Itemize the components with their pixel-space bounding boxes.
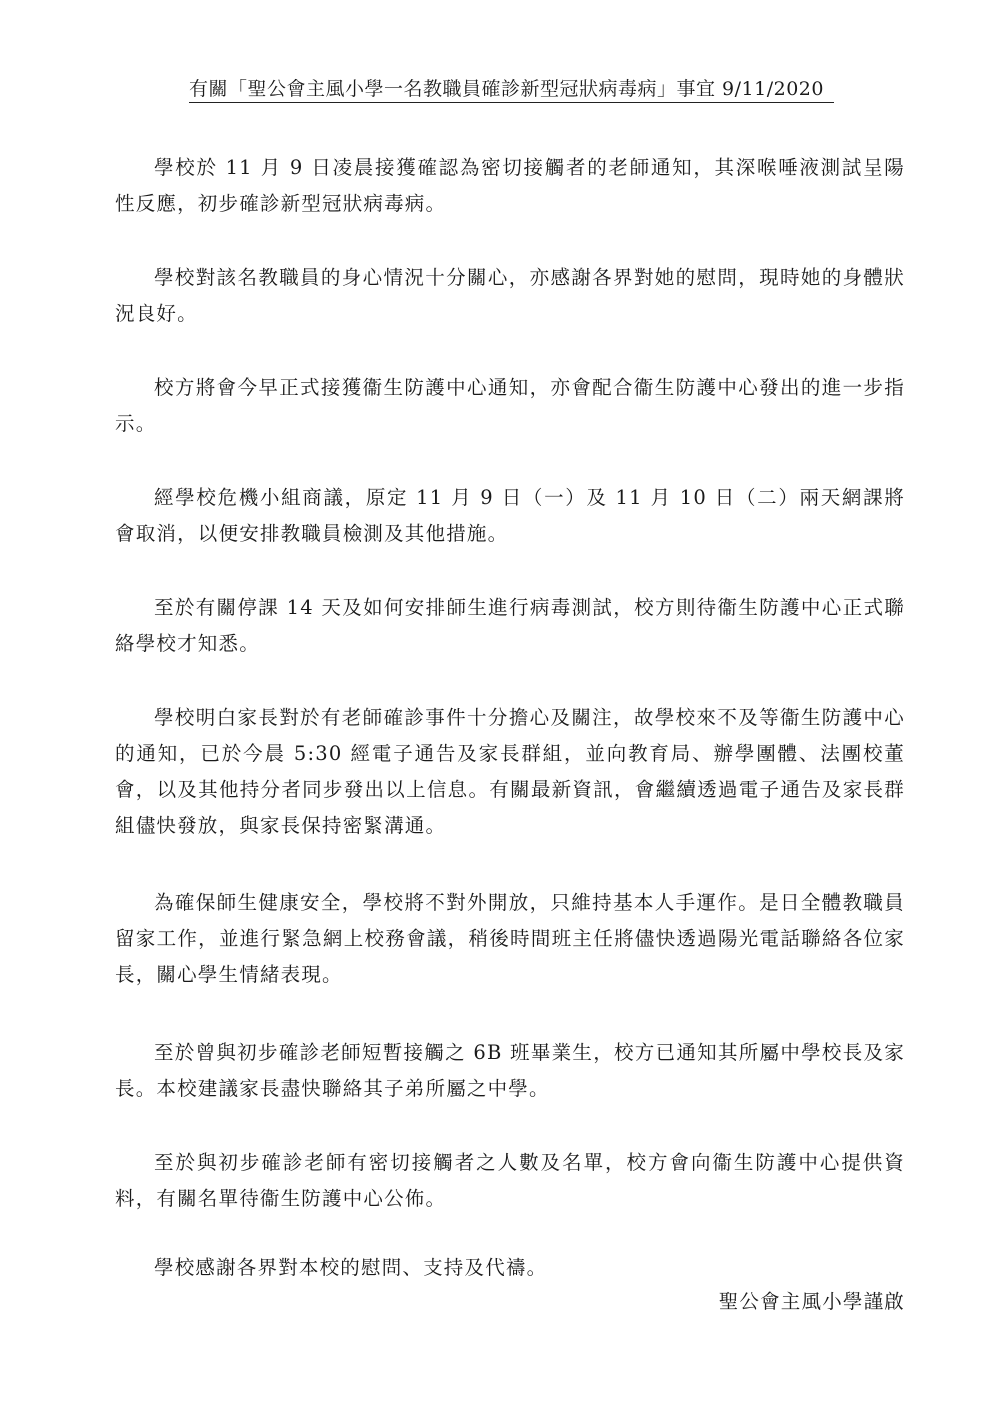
- paragraph-2: 學校對該名教職員的身心情況十分關心，亦感謝各界對她的慰問，現時她的身體狀況良好。: [115, 266, 905, 325]
- paragraph-6: 學校明白家長對於有老師確診事件十分擔心及關注，故學校來不及等衞生防護中心的通知，已於今晨 5:30 經電子通告及家長群組，並向教育局、辦學團體、法團校董會，以及其他持分者同步發出以上信息。有關最新資訊，會繼續透過電子通告及家長群組儘快發放，與家長保持密緊溝通。: [115, 706, 905, 837]
- paragraph-8: 至於曾與初步確診老師短暫接觸之 6B 班畢業生，校方已通知其所屬中學校長及家長。本校建議家長盡快聯絡其子弟所屬之中學。: [115, 1041, 905, 1100]
- paragraph-3: 校方將會今早正式接獲衞生防護中心通知，亦會配合衞生防護中心發出的進一步指示。: [115, 376, 905, 435]
- paragraph-5: 至於有關停課 14 天及如何安排師生進行病毒測試，校方則待衞生防護中心正式聯絡學校才知悉。: [115, 596, 905, 655]
- signature: 聖公會主風小學謹啟: [718, 1290, 905, 1313]
- paragraph-10: 學校感謝各界對本校的慰問、支持及代禱。: [154, 1256, 548, 1279]
- paragraph-1: 學校於 11 月 9 日凌晨接獲確認為密切接觸者的老師通知，其深喉唾液測試呈陽性反應，初步確診新型冠狀病毒病。: [115, 156, 905, 215]
- document-title: 有關「聖公會主風小學一名教職員確診新型冠狀病毒病」事宜 9/11/2020: [189, 77, 834, 103]
- paragraph-9: 至於與初步確診老師有密切接觸者之人數及名單，校方會向衞生防護中心提供資料，有關名單待衞生防護中心公佈。: [115, 1151, 905, 1210]
- paragraph-7: 為確保師生健康安全，學校將不對外開放，只維持基本人手運作。是日全體教職員留家工作，並進行緊急網上校務會議，稍後時間班主任將儘快透過陽光電話聯絡各位家長，關心學生情緒表現。: [115, 891, 905, 986]
- paragraph-4: 經學校危機小組商議，原定 11 月 9 日（一）及 11 月 10 日（二）兩天網課將會取消，以便安排教職員檢測及其他措施。: [115, 486, 905, 545]
